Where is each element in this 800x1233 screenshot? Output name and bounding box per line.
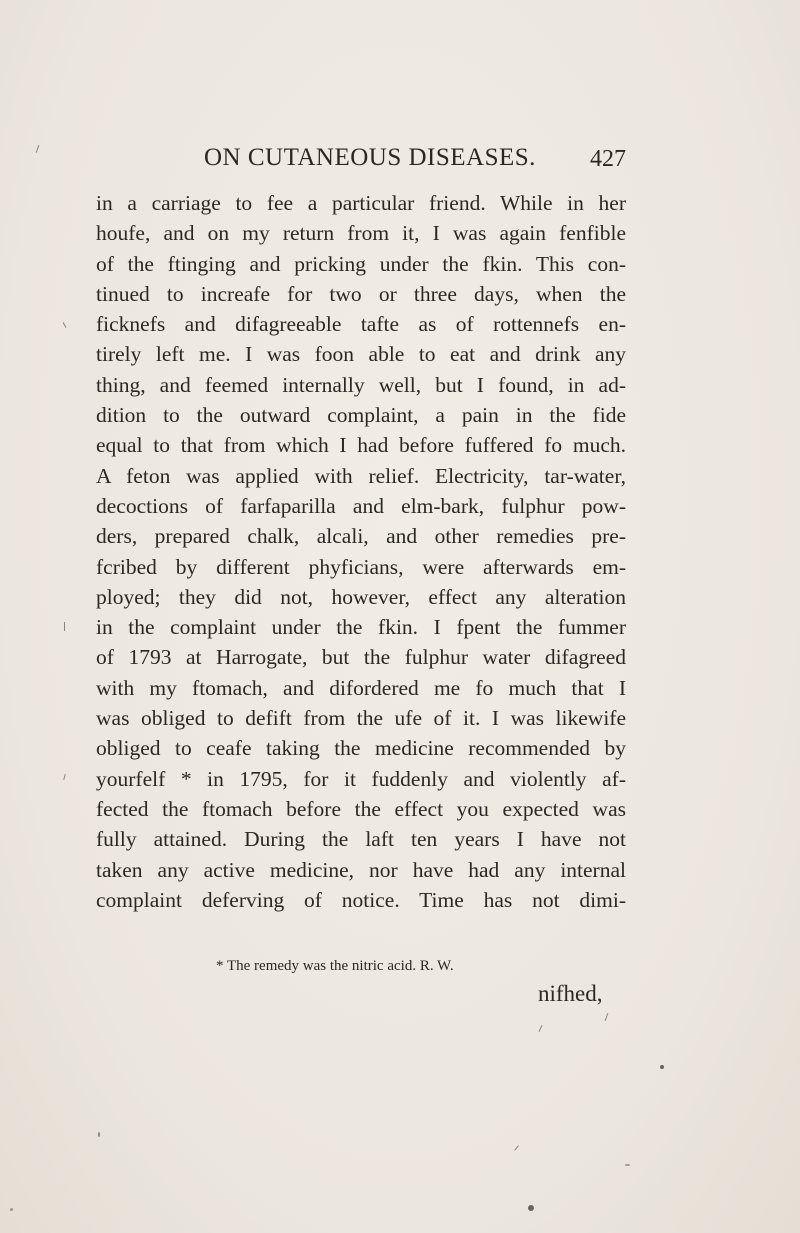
- page-header: [96, 144, 626, 180]
- paper-mark: [36, 145, 40, 153]
- text-line: taken any active medicine, nor have had any internal: [96, 857, 626, 882]
- paper-speck: [660, 1065, 664, 1069]
- paper-mark: [514, 1145, 519, 1150]
- footnote: * The remedy was the nitric acid. R. W.: [216, 958, 454, 974]
- text-line: fully attained. During the laft ten years I have not: [96, 827, 626, 852]
- text-line: A feton was applied with relief. Electricity, tar-water,: [96, 463, 626, 488]
- text-line: was obliged to defift from the ufe of it. I was likewife: [96, 706, 626, 731]
- paper-mark: [64, 622, 65, 631]
- text-line: tinued to increafe for two or three days, when the: [96, 281, 626, 306]
- paper-speck: [10, 1208, 13, 1211]
- text-line: fected the ftomach before the effect you expected was: [96, 796, 626, 821]
- text-line: of 1793 at Harrogate, but the fulphur water difagreed: [96, 645, 626, 670]
- paper-speck: [625, 1164, 630, 1166]
- paper-mark: [605, 1013, 609, 1021]
- text-line: houfe, and on my return from it, I was again fenfible: [96, 221, 626, 246]
- text-line: tirely left me. I was foon able to eat and drink any: [96, 342, 626, 367]
- text-line: ployed; they did not, however, effect any alteration: [96, 584, 626, 609]
- text-line: decoctions of farfaparilla and elm-bark, fulphur pow-: [96, 493, 626, 518]
- paper-speck: [528, 1205, 534, 1211]
- text-line: equal to that from which I had before fuffered fo much.: [96, 433, 626, 458]
- catchword: nifhed,: [538, 981, 603, 1006]
- text-line: yourfelf * in 1795, for it fuddenly and violently af-: [96, 766, 626, 791]
- body-text: [96, 188, 626, 915]
- text-line: with my ftomach, and difordered me fo much that I: [96, 675, 626, 700]
- paper-mark: [63, 774, 66, 780]
- text-line: ders, prepared chalk, alcali, and other remedies pre-: [96, 524, 626, 549]
- page-number: 427: [590, 146, 626, 172]
- text-line: in a carriage to fee a particular friend. While in her: [96, 191, 626, 215]
- paper-mark: [63, 322, 67, 328]
- text-line: in the complaint under the fkin. I fpent the fummer: [96, 615, 626, 640]
- text-line: of the ftinging and pricking under the fkin. This con-: [96, 251, 626, 276]
- text-line: dition to the outward complaint, a pain in the fide: [96, 403, 626, 428]
- text-line: complaint deferving of notice. Time has not dimi-: [96, 887, 626, 912]
- running-title: ON CUTANEOUS DISEASES.: [204, 144, 536, 171]
- paper-mark: [539, 1025, 543, 1032]
- text-line: obliged to ceafe taking the medicine recommended by: [96, 736, 626, 761]
- paper-speck: [98, 1132, 100, 1137]
- text-line: ficknefs and difagreeable tafte as of rottennefs en-: [96, 312, 626, 337]
- text-line: fcribed by different phyficians, were afterwards em-: [96, 554, 626, 579]
- text-line: thing, and feemed internally well, but I found, in ad-: [96, 372, 626, 397]
